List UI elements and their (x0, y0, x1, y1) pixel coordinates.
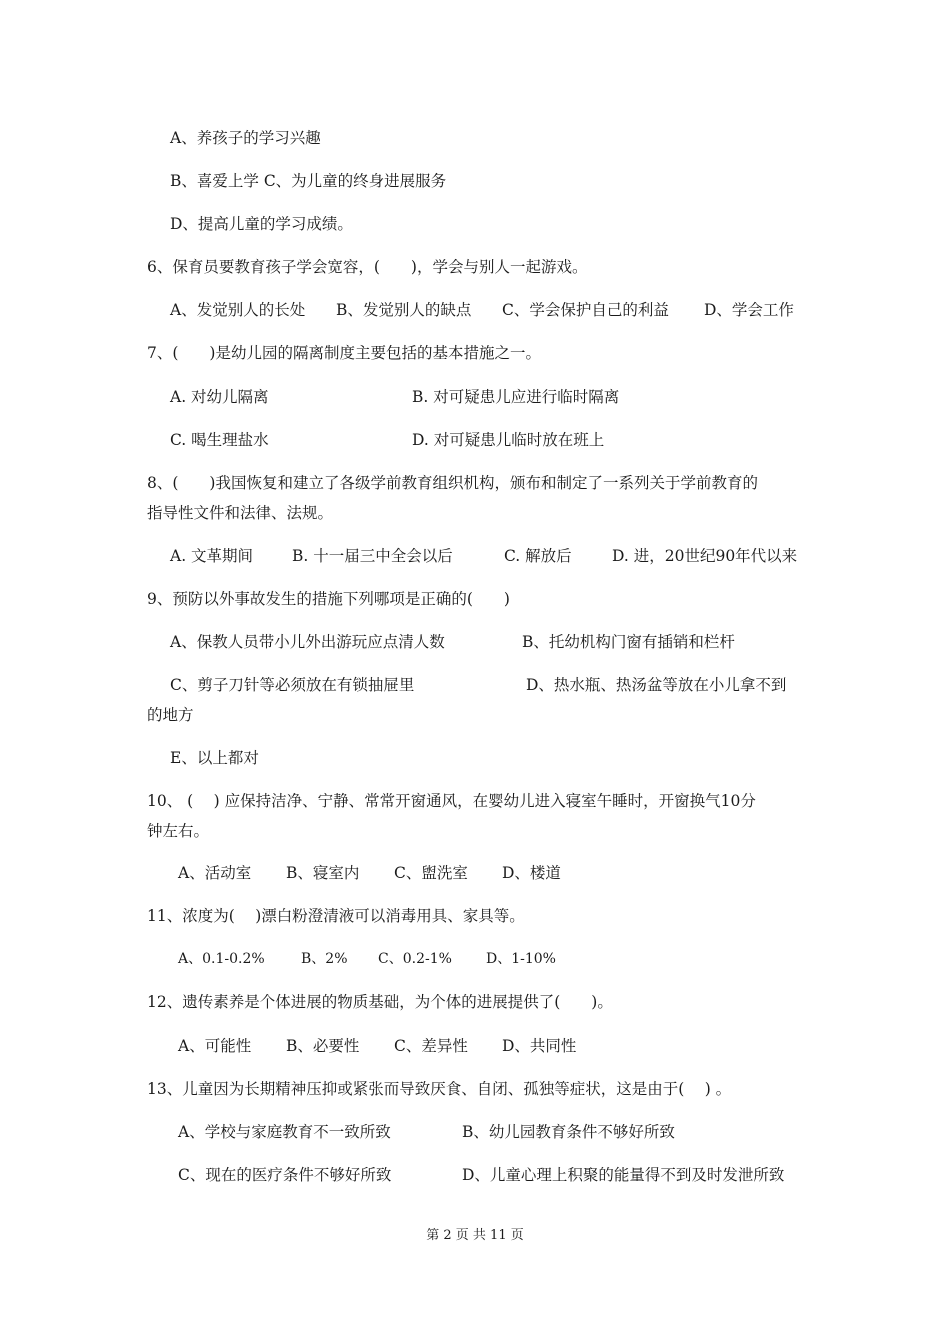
q7-option-c: C. 喝生理盐水 (170, 431, 269, 449)
question-9: 9、预防以外事故发生的措施下列哪项是正确的( ) (147, 590, 510, 608)
q8-option-b: B. 十一届三中全会以后 (292, 547, 453, 565)
q5-option-b-c: B、喜爱上学 C、为儿童的终身进展服务 (170, 172, 447, 190)
q9-option-b: B、托幼机构门窗有插销和栏杆 (522, 633, 735, 651)
q9-option-e: E、以上都对 (170, 749, 259, 767)
q12-option-b: B、必要性 (286, 1037, 360, 1055)
q8-option-c: C. 解放后 (504, 547, 572, 565)
q8-option-a: A. 文革期间 (170, 547, 254, 565)
q10-option-a: A、活动室 (178, 864, 252, 882)
question-8-line-1: 8、( )我国恢复和建立了各级学前教育组织机构，颁布和制定了一系列关于学前教育的 (147, 474, 758, 492)
question-10-line-2: 钟左右。 (147, 822, 210, 840)
q11-option-d: D、1-10% (486, 951, 556, 967)
question-6: 6、保育员要教育孩子学会宽容，( )，学会与别人一起游戏。 (147, 258, 588, 276)
q7-option-b: B. 对可疑患儿应进行临时隔离 (412, 388, 620, 406)
q11-option-c: C、0.2-1% (378, 951, 452, 967)
q12-option-a: A、可能性 (178, 1037, 252, 1055)
q8-option-d: D. 进，20世纪90年代以来 (612, 547, 798, 565)
question-10-line-1: 10、 ( ) 应保持洁净、宁静、常常开窗通风，在婴幼儿进入寝室午睡时，开窗换气10分 (147, 792, 756, 810)
q5-option-a: A、养孩子的学习兴趣 (170, 129, 321, 147)
q13-option-a: A、学校与家庭教育不一致所致 (178, 1123, 391, 1141)
q13-option-b: B、幼儿园教育条件不够好所致 (462, 1123, 675, 1141)
question-12: 12、遗传素养是个体进展的物质基础，为个体的进展提供了( )。 (147, 993, 613, 1011)
q10-option-d: D、楼道 (502, 864, 561, 882)
q6-option-a: A、发觉别人的长处 (170, 301, 306, 319)
q9-option-d-continued: 的地方 (147, 706, 194, 724)
question-13: 13、儿童因为长期精神压抑或紧张而导致厌食、自闭、孤独等症状，这是由于( ) 。 (147, 1080, 732, 1098)
q11-option-b: B、2% (301, 951, 348, 967)
q6-option-d: D、学会工作 (704, 301, 794, 319)
q7-option-d: D. 对可疑患儿临时放在班上 (412, 431, 605, 449)
q9-option-d: D、热水瓶、热汤盆等放在小儿拿不到 (526, 676, 787, 694)
q12-option-d: D、共同性 (502, 1037, 577, 1055)
q6-option-c: C、学会保护自己的利益 (502, 301, 669, 319)
q10-option-c: C、盥洗室 (394, 864, 468, 882)
q5-option-d: D、提高儿童的学习成绩。 (170, 215, 353, 233)
q12-option-c: C、差异性 (394, 1037, 468, 1055)
q10-option-b: B、寝室内 (286, 864, 360, 882)
page-number-footer: 第 2 页 共 11 页 (426, 1228, 524, 1243)
q9-option-a: A、保教人员带小儿外出游玩应点清人数 (170, 633, 445, 651)
q6-option-b: B、发觉别人的缺点 (336, 301, 472, 319)
question-8-line-2: 指导性文件和法律、法规。 (147, 504, 334, 522)
q7-option-a: A. 对幼儿隔离 (170, 388, 269, 406)
question-7: 7、( )是幼儿园的隔离制度主要包括的基本措施之一。 (147, 344, 541, 362)
q13-option-d: D、儿童心理上积聚的能量得不到及时发泄所致 (462, 1166, 785, 1184)
q11-option-a: A、0.1-0.2% (178, 951, 265, 967)
question-11: 11、浓度为( )漂白粉澄清液可以消毒用具、家具等。 (147, 907, 525, 925)
q13-option-c: C、现在的医疗条件不够好所致 (178, 1166, 392, 1184)
q9-option-c: C、剪子刀针等必须放在有锁抽屉里 (170, 676, 415, 694)
